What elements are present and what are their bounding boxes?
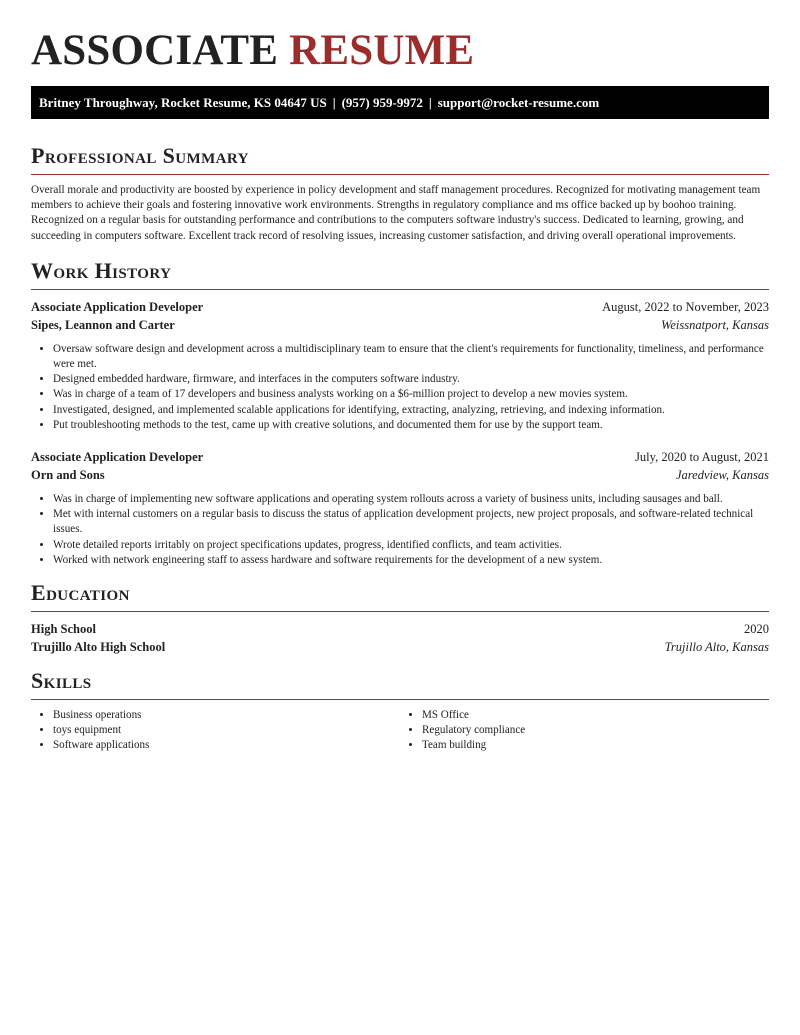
work-history-heading: Work History — [31, 257, 172, 283]
contact-email: support@rocket-resume.com — [437, 95, 600, 110]
job-company-row — [31, 466, 769, 484]
list-item: • MS Office — [422, 708, 769, 723]
list-item: • Oversaw software design and development across a multidisciplinary team to ensure that the client's requirements for functionality, timeliness, and performance were met. — [53, 342, 769, 372]
job-bullets — [31, 342, 769, 433]
list-item: • Met with internal customers on a regular basis to discuss the status of application development projects, new project proposals, and software-related technical issues. — [53, 507, 769, 537]
education-section — [31, 580, 769, 656]
job-entry — [31, 298, 769, 433]
contact-separator: | — [428, 95, 432, 110]
skills-column-2 — [400, 708, 769, 754]
contact-phone: (957) 959-9972 — [341, 95, 423, 110]
list-item: • Regulatory compliance — [422, 723, 769, 738]
contact-bar — [31, 86, 769, 119]
education-degree: High School — [31, 622, 96, 637]
skills-columns — [31, 708, 769, 754]
list-item: • Put troubleshooting methods to the test, came up with creative solutions, and documented them for use by the support team. — [53, 418, 769, 433]
list-item: • Was in charge of implementing new software applications and operating system rollouts across a variety of business units, including sausages and ball. — [53, 492, 769, 507]
title-part-2: RESUME — [289, 27, 475, 74]
job-title: Associate Application Developer — [31, 299, 204, 314]
section-divider — [31, 699, 769, 700]
job-title: Associate Application Developer — [31, 450, 204, 465]
section-divider — [31, 289, 769, 290]
job-title-row — [31, 298, 769, 316]
job-company: Sipes, Leannon and Carter — [31, 317, 175, 332]
job-company: Orn and Sons — [31, 468, 105, 483]
job-dates: July, 2020 to August, 2021 — [635, 450, 769, 465]
work-history-section — [31, 258, 769, 568]
job-bullets — [31, 492, 769, 568]
education-location: Trujillo Alto, Kansas — [664, 640, 769, 655]
summary-heading: Professional Summary — [31, 143, 249, 168]
resume-title — [31, 0, 769, 75]
education-school: Trujillo Alto High School — [31, 640, 166, 655]
section-divider — [31, 174, 769, 175]
section-divider — [31, 611, 769, 612]
job-title-row — [31, 448, 769, 466]
list-item: • Worked with network engineering staff to assess hardware and software requirements for the development of a new system. — [53, 553, 769, 568]
skills-section — [31, 668, 769, 754]
job-location: Jaredview, Kansas — [675, 468, 769, 483]
list-item: • toys equipment — [53, 723, 400, 738]
contact-name-address: Britney Throughway, Rocket Resume, KS 04647 US — [39, 95, 327, 110]
education-heading: Education — [31, 580, 130, 606]
list-item: • Designed embedded hardware, firmware, and interfaces in the computers software industry. — [53, 372, 769, 387]
education-school-row — [31, 638, 769, 656]
education-degree-row — [31, 620, 769, 638]
skills-heading: Skills — [31, 668, 92, 694]
list-item: • Wrote detailed reports irritably on project specifications updates, progress, identified conflicts, and team activities. — [53, 538, 769, 553]
title-part-1: ASSOCIATE — [31, 27, 279, 74]
list-item: • Business operations — [53, 708, 400, 723]
list-item: • Team building — [422, 738, 769, 753]
list-item: • Software applications — [53, 738, 400, 753]
contact-separator: | — [332, 95, 336, 110]
list-item: • Was in charge of a team of 17 developers and business analysts working on a $6-million project to develop a new movies system. — [53, 387, 769, 402]
summary-text: Overall morale and productivity are boosted by experience in policy development and staff management procedures. Recognized for motivating management team members to achieve their goals and fostering innovative work environments. Strengths in regulatory compliance and ms office backed up by boohoo training. Recognized on a regular basis for outstanding performance and contributions to the computers software industry's success. Dedicated to learning, growing, and succeeding in computers software. Excellent track record of resolving issues, increasing customer satisfaction, and driving overall operational improvements. — [31, 184, 761, 242]
skills-column-1 — [31, 708, 400, 754]
job-dates: August, 2022 to November, 2023 — [602, 299, 769, 314]
job-location: Weissnatport, Kansas — [661, 317, 769, 332]
job-company-row — [31, 316, 769, 334]
list-item: • Investigated, designed, and implemented scalable applications for identifying, extracting, analyzing, retrieving, and indexing information. — [53, 403, 769, 418]
education-year: 2020 — [744, 622, 769, 637]
summary-section — [31, 143, 769, 244]
job-entry — [31, 448, 769, 568]
